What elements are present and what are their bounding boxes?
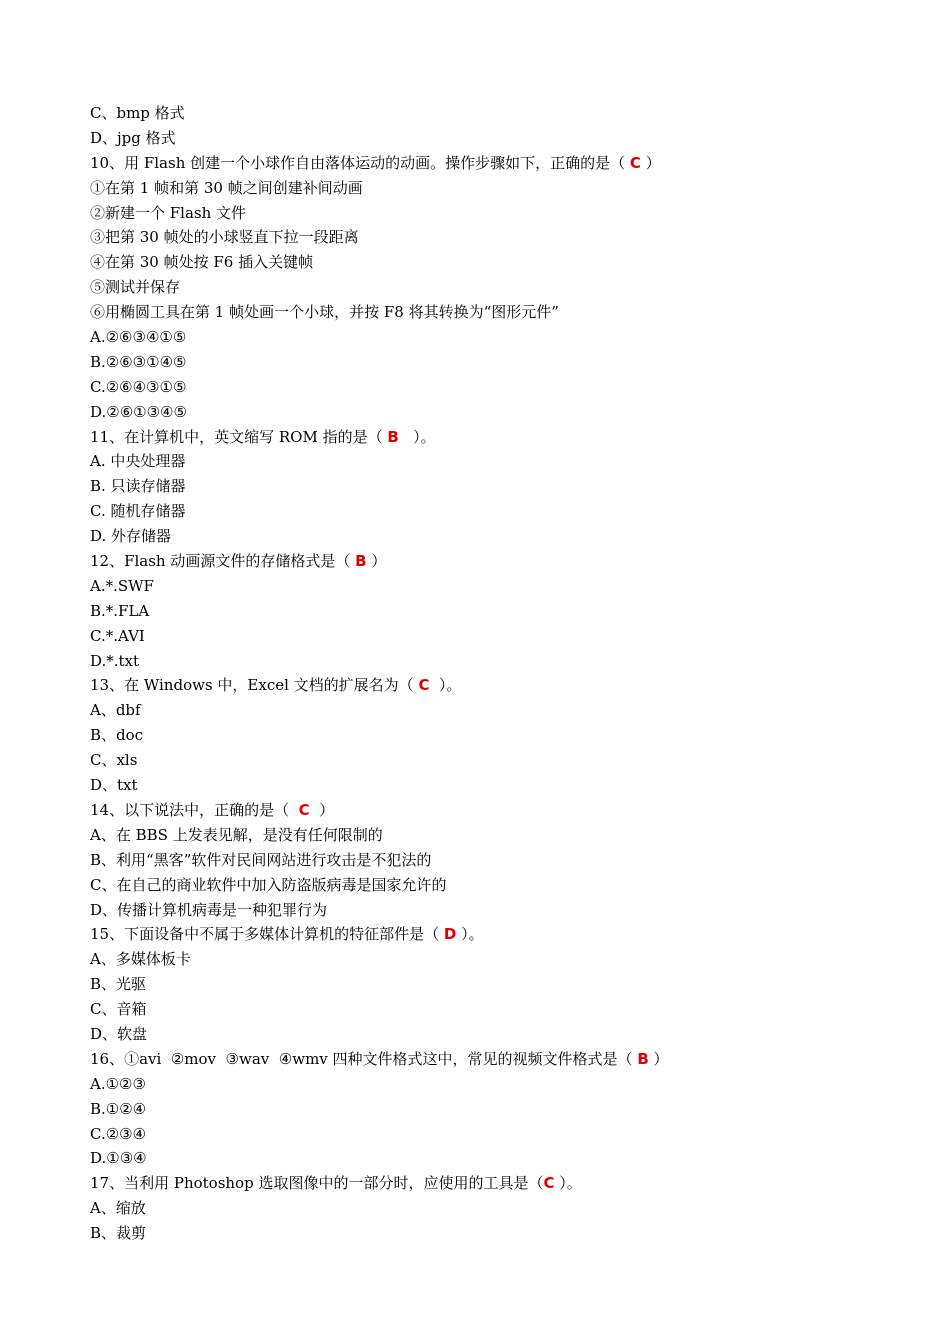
text-line [90, 275, 910, 300]
text-line [90, 723, 910, 748]
line-text: D、jpg 格式 [90, 128, 176, 147]
text-line [90, 798, 910, 823]
answer-mark: C [629, 153, 641, 172]
answer-mark: C [543, 1174, 555, 1193]
text-line [90, 922, 910, 947]
line-text-tail: ） [648, 1049, 669, 1068]
line-text: ③把第 30 帧处的小球竖直下拉一段距离 [90, 228, 359, 247]
line-text: B.*.FLA [90, 601, 150, 620]
line-text: C、在自己的商业软件中加入防盗版病毒是国家允许的 [90, 875, 447, 894]
line-text: ⑤测试并保存 [90, 278, 181, 297]
line-text: B、doc [90, 726, 144, 745]
line-text: B.②⑥③①④⑤ [90, 352, 187, 371]
text-line [90, 101, 910, 126]
line-text-tail: ）。 [554, 1174, 582, 1193]
text-line [90, 449, 910, 474]
line-text: D、txt [90, 776, 138, 795]
document-page [90, 101, 910, 1246]
answer-mark: C [298, 800, 310, 819]
line-text: D、软盘 [90, 1024, 148, 1043]
text-line [90, 947, 910, 972]
text-line [90, 425, 910, 450]
answer-mark: B [355, 552, 367, 571]
line-text: C、音箱 [90, 1000, 147, 1019]
line-text: A、缩放 [90, 1199, 146, 1218]
line-text: A、dbf [90, 701, 141, 720]
line-text: A.①②③ [90, 1074, 146, 1093]
text-line [90, 1097, 910, 1122]
line-text-tail: ） [309, 800, 335, 819]
line-text: C. 随机存储器 [90, 502, 186, 521]
line-text: B. 只读存储器 [90, 477, 186, 496]
line-text: D、传播计算机病毒是一种犯罪行为 [90, 900, 328, 919]
text-line [90, 698, 910, 723]
text-line [90, 997, 910, 1022]
line-text: 11、在计算机中，英文缩写 ROM 指的是（ [90, 427, 388, 446]
text-line [90, 673, 910, 698]
line-text: A、多媒体板卡 [90, 950, 191, 969]
line-text: C.②⑥④③①⑤ [90, 377, 187, 396]
text-line [90, 574, 910, 599]
text-line [90, 176, 910, 201]
text-line [90, 624, 910, 649]
text-line [90, 823, 910, 848]
line-text: A.②⑥③④①⑤ [90, 328, 187, 347]
text-line [90, 549, 910, 574]
line-text: C.②③④ [90, 1124, 147, 1143]
text-line [90, 400, 910, 425]
line-text-tail: ） [366, 552, 387, 571]
text-line [90, 375, 910, 400]
text-line [90, 972, 910, 997]
line-text: A、在 BBS 上发表见解，是没有任何限制的 [90, 825, 383, 844]
line-text: D. 外存储器 [90, 527, 172, 546]
text-line [90, 325, 910, 350]
text-line [90, 350, 910, 375]
line-text: ②新建一个 Flash 文件 [90, 203, 247, 222]
answer-mark: D [443, 925, 457, 944]
line-text: 17、当利用 Photoshop 选取图像中的一部分时，应使用的工具是（ [90, 1174, 544, 1193]
line-text: C.*.AVI [90, 626, 145, 645]
answer-mark: B [387, 427, 399, 446]
text-line [90, 499, 910, 524]
line-text: 12、Flash 动画源文件的存储格式是（ [90, 552, 356, 571]
text-line [90, 649, 910, 674]
text-line [90, 225, 910, 250]
text-line [90, 748, 910, 773]
line-text: D.②⑥①③④⑤ [90, 402, 187, 421]
line-text: C、bmp 格式 [90, 104, 185, 122]
line-text: 16、①avi ②mov ③wav ④wmv 四种文件格式这中，常见的视频文件格式是（ [90, 1049, 638, 1068]
line-text: B、裁剪 [90, 1224, 147, 1243]
line-text: D.①③④ [90, 1149, 147, 1168]
text-line [90, 524, 910, 549]
line-text: 13、在 Windows 中，Excel 文档的扩展名为（ [90, 676, 419, 695]
text-line [90, 1122, 910, 1147]
line-text: ④在第 30 帧处按 F6 插入关键帧 [90, 253, 314, 272]
text-line [90, 848, 910, 873]
text-line [90, 1146, 910, 1171]
text-line [90, 1196, 910, 1221]
answer-mark: C [418, 676, 430, 695]
text-line [90, 1047, 910, 1072]
line-text: B、光驱 [90, 975, 147, 994]
line-text: A.*.SWF [90, 576, 154, 595]
line-text: B.①②④ [90, 1099, 147, 1118]
text-line [90, 1072, 910, 1097]
line-text-tail: ）。 [456, 925, 484, 944]
text-line [90, 1171, 910, 1196]
text-line [90, 898, 910, 923]
text-line [90, 126, 910, 151]
line-text: 10、用 Flash 创建一个小球作自由落体运动的动画。操作步骤如下，正确的是（ [90, 153, 630, 172]
line-text: 15、下面设备中不属于多媒体计算机的特征部件是（ [90, 925, 444, 944]
text-line [90, 201, 910, 226]
text-line [90, 773, 910, 798]
line-text: C、xls [90, 751, 138, 770]
text-line [90, 599, 910, 624]
text-line [90, 151, 910, 176]
line-text: D.*.txt [90, 651, 140, 670]
text-line [90, 250, 910, 275]
line-text: 14、以下说法中，正确的是（ [90, 800, 299, 819]
line-text: ⑥用椭圆工具在第 1 帧处画一个小球，并按 F8 将其转换为“图形元件” [90, 303, 559, 322]
line-text-tail: ）。 [429, 676, 462, 695]
line-text: B、利用“黑客”软件对民间网站进行攻击是不犯法的 [90, 850, 432, 869]
line-text-tail: ） [640, 153, 661, 172]
answer-mark: B [637, 1049, 649, 1068]
text-line [90, 1022, 910, 1047]
line-text-tail: ）。 [398, 427, 436, 446]
line-text: A. 中央处理器 [90, 452, 186, 471]
text-line [90, 1221, 910, 1246]
text-line [90, 873, 910, 898]
line-text: ①在第 1 帧和第 30 帧之间创建补间动画 [90, 178, 363, 197]
text-line [90, 474, 910, 499]
text-line [90, 300, 910, 325]
